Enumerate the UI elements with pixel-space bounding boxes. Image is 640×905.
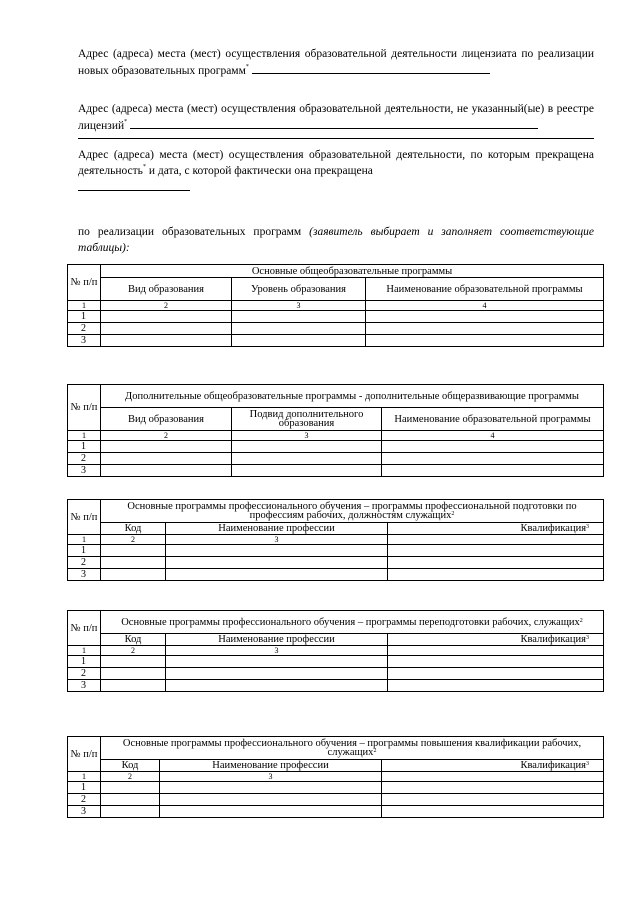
- date-fill-line[interactable]: [78, 179, 190, 191]
- row-number: 1: [68, 656, 101, 668]
- table-row: [68, 335, 604, 347]
- paragraph-text: по реализации образовательных программ: [78, 226, 302, 238]
- num-header: № п/п: [68, 265, 101, 301]
- table-cell[interactable]: [160, 794, 382, 806]
- table-row: [68, 656, 604, 668]
- table-row: [68, 545, 604, 557]
- table-cell[interactable]: [366, 311, 604, 323]
- table-cell[interactable]: [160, 806, 382, 818]
- table-cell[interactable]: [232, 441, 382, 453]
- table-cell[interactable]: [101, 323, 232, 335]
- row-number: 3: [68, 465, 101, 477]
- table-cell[interactable]: [166, 668, 388, 680]
- table-cell[interactable]: [166, 656, 388, 668]
- table-row: [68, 441, 604, 453]
- col-number: 1: [68, 772, 101, 782]
- col-number: [388, 646, 604, 656]
- col-header: Код: [101, 760, 160, 772]
- table-cell[interactable]: [382, 806, 604, 818]
- table-row: [68, 794, 604, 806]
- col-number: 2: [101, 646, 166, 656]
- row-number: 1: [68, 545, 101, 557]
- table-row: [68, 668, 604, 680]
- table-cell[interactable]: [101, 453, 232, 465]
- table-cell[interactable]: [101, 465, 232, 477]
- col-header: Вид образования: [101, 408, 232, 431]
- col-header: Вид образования: [101, 278, 232, 301]
- table-cell[interactable]: [101, 441, 232, 453]
- table-row: [68, 806, 604, 818]
- footnote-mark: 3: [586, 524, 590, 530]
- table-cell[interactable]: [232, 465, 382, 477]
- table-cell[interactable]: [166, 545, 388, 557]
- col-number: 3: [232, 431, 382, 441]
- table-cell[interactable]: [232, 311, 366, 323]
- col-number: [382, 772, 604, 782]
- footnote-mark: 3: [586, 635, 589, 641]
- num-header: № п/п: [68, 611, 101, 646]
- table-cell[interactable]: [101, 806, 160, 818]
- col-number: 2: [101, 301, 232, 311]
- num-header: № п/п: [68, 385, 101, 431]
- paragraph-text-b: и дата, с которой фактически она прекращена: [148, 165, 373, 177]
- row-number: 2: [68, 794, 101, 806]
- footnote-mark: 2: [373, 748, 377, 754]
- table-vocational-training-programs: [67, 499, 604, 581]
- table-cell[interactable]: [101, 668, 166, 680]
- row-number: 3: [68, 335, 101, 347]
- col-number: 4: [366, 301, 604, 311]
- col-number: 1: [68, 301, 101, 311]
- col-header: Уровень образования: [232, 278, 366, 301]
- table-qualification-upgrade-programs: [67, 736, 604, 818]
- table-cell[interactable]: [101, 794, 160, 806]
- row-number: 1: [68, 782, 101, 794]
- table-title: Основные программы профессионального обучения – программы повышения квалификации рабочих, служащих$^2$: [101, 737, 604, 760]
- table-cell[interactable]: [166, 557, 388, 569]
- table-cell[interactable]: [388, 668, 604, 680]
- col-header: Наименование профессии: [166, 634, 388, 646]
- row-number: 2: [68, 668, 101, 680]
- paragraph-unlisted-address: [78, 101, 594, 134]
- table-additional-education-programs: [67, 384, 604, 477]
- footnote-mark: *: [124, 119, 128, 125]
- table-cell[interactable]: [382, 465, 604, 477]
- table-cell[interactable]: [388, 680, 604, 692]
- table-cell[interactable]: [388, 545, 604, 557]
- col-number: 3: [166, 646, 388, 656]
- table-cell[interactable]: [366, 323, 604, 335]
- footnote-mark: *: [142, 164, 146, 170]
- row-number: 2: [68, 453, 101, 465]
- table-cell[interactable]: [101, 335, 232, 347]
- table-cell[interactable]: [388, 569, 604, 581]
- col-header: Код: [101, 634, 166, 646]
- col-number: 1: [68, 646, 101, 656]
- footnote-mark: 2: [579, 617, 583, 624]
- table-cell[interactable]: [382, 782, 604, 794]
- col-number: 2: [101, 772, 160, 782]
- row-number: 3: [68, 806, 101, 818]
- table-cell[interactable]: [388, 557, 604, 569]
- table-row: [68, 323, 604, 335]
- table-cell[interactable]: [101, 557, 166, 569]
- paragraph-programs-intro: [78, 224, 594, 256]
- table-title: Основные программы профессионального обучения – программы профессиональной подготовки по профессиям рабочих, должностям служащих$^2$: [101, 500, 604, 523]
- paragraph-text: Адрес (адреса) места (мест) осуществления образовательной деятельности, не указанный(ые) в реестре лицензий: [78, 103, 594, 132]
- table-row: [68, 557, 604, 569]
- col-number: 4: [382, 431, 604, 441]
- table-cell[interactable]: [101, 545, 166, 557]
- paragraph-terminated-address: [78, 147, 594, 196]
- table-general-education-programs: [67, 264, 604, 347]
- col-number: 2: [101, 535, 166, 545]
- table-row: [68, 311, 604, 323]
- col-header: Наименование образовательной программы: [366, 278, 604, 301]
- col-header: Наименование профессии: [166, 523, 388, 535]
- table-cell[interactable]: [382, 794, 604, 806]
- row-number: 3: [68, 569, 101, 581]
- table-cell[interactable]: [101, 680, 166, 692]
- footnote-mark: 3: [586, 761, 589, 767]
- table-retraining-programs: [67, 610, 604, 692]
- address-fill-line[interactable]: [130, 117, 538, 129]
- table-cell[interactable]: [101, 569, 166, 581]
- table-cell[interactable]: [232, 453, 382, 465]
- table-title: Дополнительные общеобразовательные программы - дополнительные общеразвивающие программы: [101, 385, 604, 408]
- table-row: [68, 465, 604, 477]
- table-cell[interactable]: [232, 335, 366, 347]
- col-number: 3: [166, 535, 388, 545]
- col-header: Код: [101, 523, 166, 535]
- table-row: [68, 680, 604, 692]
- paragraph-text: Адрес (адреса) места (мест) осуществления образовательной деятельности, по которым прекращена деятельность: [78, 149, 594, 177]
- row-number: 1: [68, 441, 101, 453]
- table-cell[interactable]: [101, 311, 232, 323]
- col-number: [388, 535, 604, 545]
- row-number: 3: [68, 680, 101, 692]
- table-cell[interactable]: [101, 782, 160, 794]
- table-cell[interactable]: [388, 656, 604, 668]
- col-header: Подвид дополнительного образования: [232, 408, 382, 431]
- col-number: 2: [101, 431, 232, 441]
- col-number: 1: [68, 535, 101, 545]
- table-cell[interactable]: [232, 323, 366, 335]
- col-number: 3: [160, 772, 382, 782]
- paragraph-new-programs-address: [78, 46, 594, 79]
- table-row: [68, 782, 604, 794]
- table-cell[interactable]: [101, 656, 166, 668]
- col-number: 1: [68, 431, 101, 441]
- table-cell[interactable]: [382, 441, 604, 453]
- footnote-mark: 2: [451, 511, 455, 517]
- num-header: № п/п: [68, 737, 101, 772]
- table-cell[interactable]: [166, 569, 388, 581]
- num-header: № п/п: [68, 500, 101, 535]
- table-cell[interactable]: [160, 782, 382, 794]
- col-header: Наименование профессии: [160, 760, 382, 772]
- row-number: 2: [68, 323, 101, 335]
- table-row: [68, 453, 604, 465]
- address-fill-line[interactable]: [252, 62, 490, 74]
- address-fill-line-2[interactable]: [78, 138, 594, 139]
- table-cell[interactable]: [166, 680, 388, 692]
- col-header: Наименование образовательной программы: [382, 408, 604, 431]
- table-row: [68, 569, 604, 581]
- col-header: Квалификация$^3$: [388, 523, 604, 535]
- col-header: Квалификация$^3$: [382, 760, 604, 772]
- paragraph-instruction: (заявитель выбирает и заполняет соответствующие таблицы):: [78, 226, 595, 254]
- paragraph-text: Адрес (адреса) места (мест) осуществления образовательной деятельности лицензиата по реализации новых образовательных программ: [78, 48, 594, 77]
- col-number: 3: [232, 301, 366, 311]
- table-cell[interactable]: [366, 335, 604, 347]
- row-number: 2: [68, 557, 101, 569]
- row-number: 1: [68, 311, 101, 323]
- table-title: Основные общеобразовательные программы: [101, 265, 604, 278]
- table-title: Основные программы профессионального обучения – программы переподготовки рабочих, служащих$^2$: [101, 611, 604, 634]
- col-header: Квалификация$^3$: [388, 634, 604, 646]
- footnote-mark: *: [245, 64, 249, 70]
- table-cell[interactable]: [382, 453, 604, 465]
